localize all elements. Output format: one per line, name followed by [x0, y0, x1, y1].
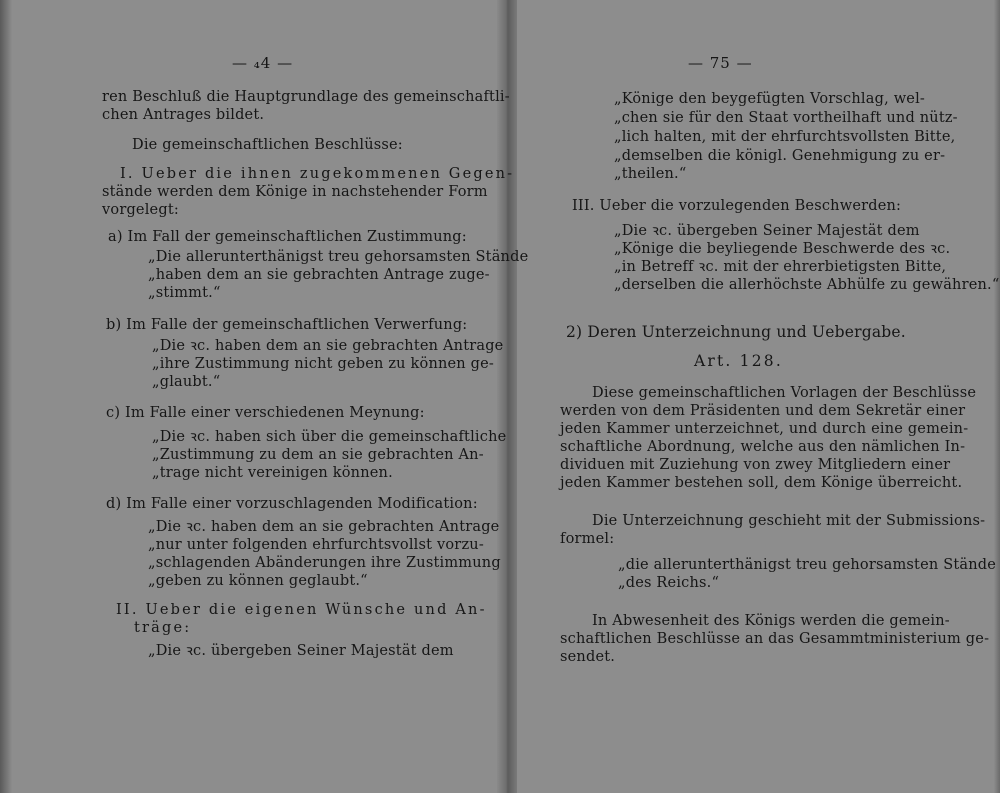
quote-line: „Zustimmung zu dem an sie gebrachten An-	[152, 447, 484, 463]
left-text-line: ren Beschluß die Hauptgrundlage des gemeinschaftli-	[102, 89, 510, 105]
quote-line: „Die ꝛc. übergeben Seiner Majestät dem	[614, 223, 920, 239]
quote-line: „ihre Zustimmung nicht geben zu können ge-	[152, 356, 495, 372]
quote-line: „Könige die beyliegende Beschwerde des ꝛc.	[614, 241, 951, 257]
case-heading: d) Im Falle einer vorzuschlagenden Modification:	[106, 496, 478, 512]
quote-line: „haben dem an sie gebrachten Antrage zuge-	[148, 267, 490, 283]
right-text-line: jeden Kammer unterzeichnet, und durch eine gemein-	[560, 421, 969, 437]
right-text-line: dividuen mit Zuziehung von zwey Mitgliedern einer	[560, 457, 951, 473]
quote-line: „Die ꝛc. haben sich über die gemeinschaftliche	[152, 429, 507, 445]
case-heading: b) Im Falle der gemeinschaftlichen Verwerfung:	[106, 317, 468, 333]
numbered-heading: I. Ueber die ihnen zugekommenen Gegen-	[120, 166, 515, 182]
numbered-heading-cont: träge:	[134, 620, 192, 636]
right-text-line: schaftlichen Beschlüsse an das Gesammtministerium ge-	[560, 631, 990, 647]
right-text-line: jeden Kammer bestehen soll, dem Könige überreicht.	[560, 475, 963, 491]
numbered-heading: III. Ueber die vorzulegenden Beschwerden:	[572, 198, 902, 214]
right-page-edge	[994, 0, 1000, 793]
right-text-line: schaftliche Abordnung, welche aus den nämlichen In-	[560, 439, 966, 455]
quote-line: „Könige den beygefügten Vorschlag, wel-	[614, 91, 926, 107]
quote-line: „glaubt.“	[152, 374, 221, 390]
subsection-heading: 2) Deren Unterzeichnung und Uebergabe.	[566, 323, 906, 341]
right-text-line: formel:	[560, 531, 615, 547]
quote-line: „trage nicht vereinigen können.	[152, 465, 393, 481]
quote-line: „Die allerunterthänigst treu gehorsamsten Stände	[148, 249, 529, 265]
numbered-heading: II. Ueber die eigenen Wünsche und An-	[116, 602, 487, 618]
quote-line: „die allerunterthänigst treu gehorsamsten Stände	[618, 557, 997, 573]
quote-line: „des Reichs.“	[618, 575, 720, 591]
right-text-line: In Abwesenheit des Königs werden die gemein-	[592, 613, 950, 629]
case-heading: a) Im Fall der gemeinschaftlichen Zustimmung:	[108, 229, 467, 245]
quote-line: „schlagenden Abänderungen ihre Zustimmung	[148, 555, 501, 571]
right-text-line: werden von dem Präsidenten und dem Sekretär einer	[560, 403, 966, 419]
quote-line: „nur unter folgenden ehrfurchtsvollst vorzu-	[148, 537, 484, 553]
right-page-number: — 75 —	[688, 54, 753, 72]
right-text-line: Die Unterzeichnung geschieht mit der Submissions-	[592, 513, 986, 529]
quote-line: „demselben die königl. Genehmigung zu er-	[614, 148, 946, 164]
left-text-line: stände werden dem Könige in nachstehender Form	[102, 184, 488, 200]
left-text-line: vorgelegt:	[102, 202, 179, 218]
left-page-number: — ₄4 —	[232, 54, 294, 72]
quote-line: „lich halten, mit der ehrfurchtsvollsten Bitte,	[614, 129, 956, 145]
quote-line: „chen sie für den Staat vortheilhaft und nütz-	[614, 110, 958, 126]
right-text-line: sendet.	[560, 649, 616, 665]
quote-line: „stimmt.“	[148, 285, 221, 301]
right-text-line: Diese gemeinschaftlichen Vorlagen der Beschlüsse	[592, 385, 977, 401]
case-heading: c) Im Falle einer verschiedenen Meynung:	[106, 405, 425, 421]
quote-line: „theilen.“	[614, 166, 687, 182]
section-heading: Die gemeinschaftlichen Beschlüsse:	[132, 137, 403, 153]
quote-line: „geben zu können geglaubt.“	[148, 573, 368, 589]
quote-line: „Die ꝛc. übergeben Seiner Majestät dem	[148, 643, 454, 659]
left-text-line: chen Antrages bildet.	[102, 107, 265, 123]
left-page-edge	[0, 0, 12, 793]
book-gutter	[497, 0, 517, 793]
quote-line: „in Betreff ꝛc. mit der ehrerbietigsten Bitte,	[614, 259, 947, 275]
article-heading: Art. 128.	[694, 352, 783, 370]
quote-line: „derselben die allerhöchste Abhülfe zu gewähren.“	[614, 277, 1000, 293]
quote-line: „Die ꝛc. haben dem an sie gebrachten Antrage	[148, 519, 500, 535]
quote-line: „Die ꝛc. haben dem an sie gebrachten Antrage	[152, 338, 504, 354]
